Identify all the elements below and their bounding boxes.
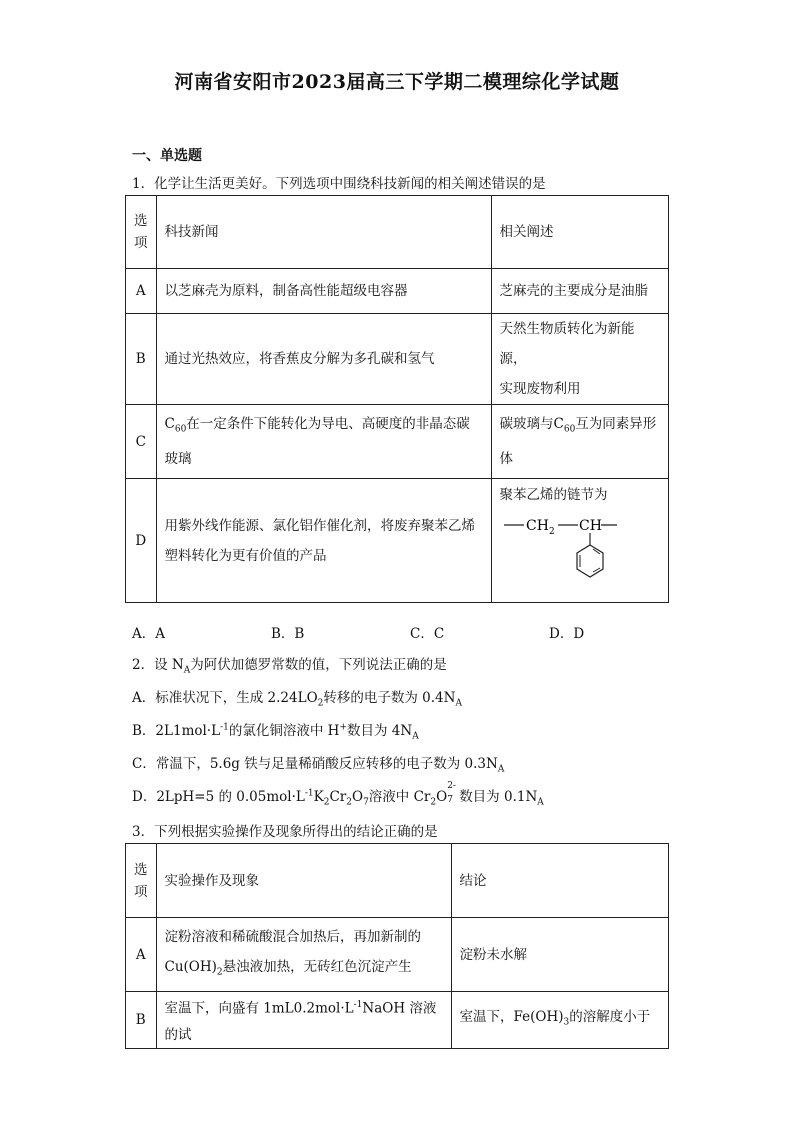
row-option: B bbox=[126, 992, 157, 1049]
row-desc bbox=[491, 479, 669, 603]
formula-ch: CH bbox=[578, 518, 602, 534]
header-option: 选项 bbox=[126, 844, 157, 918]
question-2-option-c[interactable]: C．常温下，5.6g 铁与足量稀硝酸反应转移的电子数为 $0.3N_A$ bbox=[132, 756, 505, 775]
row-desc-line: 天然生物质转化为新能源， bbox=[499, 321, 635, 367]
table-row bbox=[126, 405, 669, 479]
formula-ch2: CH bbox=[525, 518, 549, 534]
table-header-row bbox=[126, 844, 669, 918]
row-news bbox=[156, 405, 491, 479]
page-title: 河南省安阳市2023届高三下学期二模理综化学试题 bbox=[174, 71, 620, 93]
row-desc-text: 碳玻璃与$C_{60}$互为同素异形 bbox=[499, 415, 657, 435]
row-operation-text: $Cu(OH)_2$悬浊液加热，无砖红色沉淀产生 bbox=[164, 958, 412, 978]
question-2-option-d[interactable]: D．2LpH=5 的 $0.05mol\cdot L^{-1}K_2Cr_2O_7$溶液中 $Cr_2O$ 2- 7 数目为 $0.1N_A$ bbox=[132, 781, 544, 808]
double-bond bbox=[593, 549, 600, 554]
row-news-line: 塑料转化为更有价值的产品 bbox=[164, 547, 327, 564]
row-operation: 室温下，向盛有 $1mL0.2mol\cdot L^{-1}NaOH$ 溶液的试 bbox=[156, 992, 451, 1049]
row-conclusion: 室温下，$Fe(OH)_3$的溶解度小于 bbox=[451, 992, 669, 1049]
row-desc: 芝麻壳的主要成分是油脂 bbox=[491, 269, 669, 314]
row-desc-line: 体 bbox=[499, 451, 513, 468]
row-option: A bbox=[126, 918, 157, 992]
row-desc bbox=[491, 405, 669, 479]
header-desc: 相关阐述 bbox=[491, 196, 669, 269]
table-row bbox=[126, 992, 669, 1049]
section-heading: 一、单选题 bbox=[132, 148, 202, 164]
benzene-ring bbox=[577, 545, 603, 577]
question-1-table bbox=[125, 195, 669, 603]
question-3-stem: 3．下列根据实验操作及现象所得出的结论正确的是 bbox=[132, 824, 438, 840]
row-operation-line: 淀粉溶液和稀硫酸混合加热后，再加新制的 bbox=[164, 928, 421, 945]
question-2-option-a[interactable]: A．标准状况下，生成 $2.24LO_2$转移的电子数为 $0.4N_A$ bbox=[132, 690, 462, 709]
row-option: D bbox=[126, 479, 157, 603]
row-option: C bbox=[126, 405, 157, 479]
row-news-line: 玻璃 bbox=[164, 451, 192, 468]
choice-b[interactable]: B．B bbox=[271, 626, 305, 642]
choice-d[interactable]: D．D bbox=[549, 626, 585, 642]
table-row bbox=[126, 918, 669, 992]
row-news: 以芝麻壳为原料，制备高性能超级电容器 bbox=[156, 269, 491, 314]
row-operation bbox=[156, 918, 451, 992]
row-news-text: $C_{60}$在一定条件下能转化为导电、高硬度的非晶态碳 bbox=[164, 415, 470, 435]
row-news: 通过光热效应，将香蕉皮分解为多孔碳和氢气 bbox=[156, 314, 491, 405]
polystyrene-structure bbox=[500, 507, 650, 587]
choice-a[interactable]: A．A bbox=[132, 626, 165, 642]
question-2-stem: 2．设 $N_A$为阿伏加德罗常数的值，下列说法正确的是 bbox=[132, 657, 447, 676]
header-option: 选项 bbox=[126, 196, 157, 269]
table-row bbox=[126, 269, 669, 314]
question-3-table bbox=[125, 843, 669, 1049]
header-conclusion: 结论 bbox=[451, 844, 669, 918]
header-operation: 实验操作及现象 bbox=[156, 844, 451, 918]
row-news bbox=[156, 479, 491, 603]
table-row bbox=[126, 479, 669, 603]
question-1-stem: 1．化学让生活更美好。下列选项中围绕科技新闻的相关阐述错误的是 bbox=[132, 176, 546, 192]
table-row bbox=[126, 314, 669, 405]
row-conclusion: 淀粉未水解 bbox=[451, 918, 669, 992]
choice-c[interactable]: C．C bbox=[410, 626, 445, 642]
row-option: A bbox=[126, 269, 157, 314]
row-option: B bbox=[126, 314, 157, 405]
formula-ch2-subscript: 2 bbox=[548, 527, 555, 537]
row-desc-text: 聚苯乙烯的链节为 bbox=[499, 487, 608, 503]
row-desc-line: 实现废物利用 bbox=[499, 381, 581, 397]
question-2-option-b[interactable]: B．$2L1mol\cdot L^{-1}$的氯化铜溶液中 H+数目为 $4N_A$ bbox=[132, 722, 419, 742]
row-desc bbox=[491, 314, 669, 405]
header-news: 科技新闻 bbox=[156, 196, 491, 269]
table-header-row bbox=[126, 196, 669, 269]
row-news-line: 用紫外线作能源、氯化铝作催化剂，将废弃聚苯乙烯 bbox=[164, 517, 475, 534]
